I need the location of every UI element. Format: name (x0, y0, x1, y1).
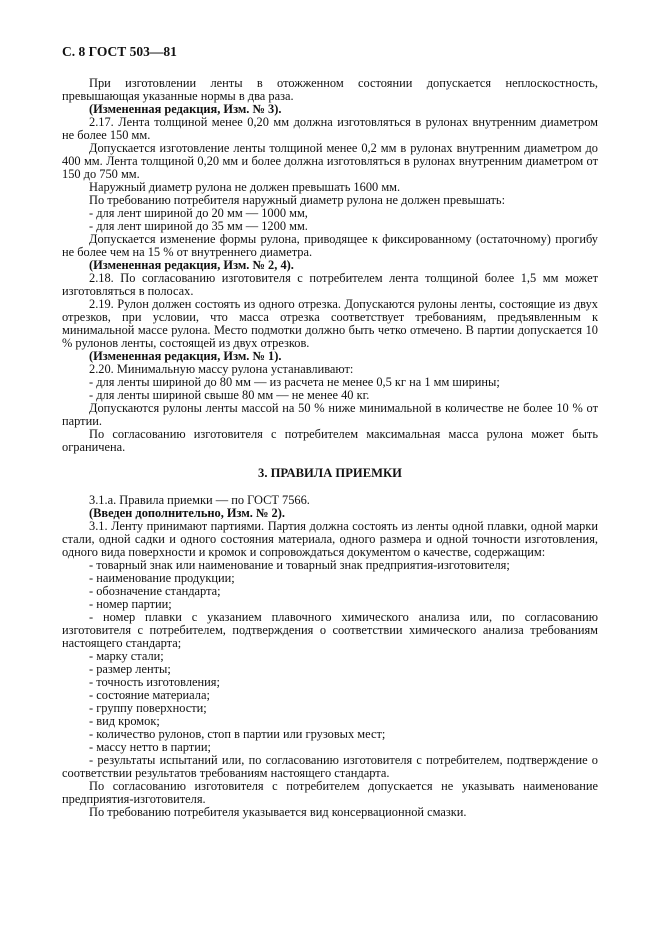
paragraph: По требованию потребителя наружный диаметр рулона не должен превышать: (89, 193, 506, 207)
paragraph: Допускается изменение формы рулона, приводящее к фиксированному (остаточному) прогибу не более чем на 15 % от внутреннего диаметра. (62, 232, 598, 259)
paragraph: По согласованию изготовителя с потребителем максимальная масса рулона может быть ограничена. (62, 427, 598, 454)
paragraph: Допускается изготовление ленты толщиной менее 0,2 мм в рулонах внутренним диаметром до 400 мм. Лента толщиной 0,20 мм и более должна изготовляться в рулонах внутренним диаметром от 150 до 750 мм. (62, 141, 598, 181)
list-item: - номер партии; (89, 597, 172, 611)
clause-2-19: 2.19. Рулон должен состоять из одного отрезка. Допускаются рулоны ленты, состоящие из двух отрезков, при условии, что масса отрезка соответствует требованиям, предъявленным к минимальной массе рулона. Место подмотки должно быть четко отмечено. В партии допускается 10 % рулонов ленты, состоящей из двух отрезков. (62, 297, 598, 350)
amendment-note: (Измененная редакция, Изм. № 2, 4). (89, 258, 294, 272)
list-item: - точность изготовления; (89, 675, 220, 689)
section-2-continued (62, 77, 598, 454)
clause-2-17: 2.17. Лента толщиной менее 0,20 мм должна изготовляться в рулонах внутренним диаметром не более 150 мм. (62, 115, 598, 142)
section-title: 3. ПРАВИЛА ПРИЕМКИ (258, 466, 402, 480)
amendment-note: (Введен дополнительно, Изм. № 2). (89, 506, 285, 520)
section-3 (62, 494, 598, 819)
page-header: С. 8 ГОСТ 503—81 (62, 44, 177, 59)
list-item: - для лент шириной до 35 мм — 1200 мм. (89, 219, 308, 233)
list-item: - обозначение стандарта; (89, 584, 221, 598)
list-item: - результаты испытаний или, по согласованию изготовителя с потребителем, подтверждение о соответствии результатов требованиям настоящего стандарта. (62, 753, 598, 780)
paragraph: При изготовлении ленты в отожженном состоянии допускается неплоскостность, превышающая указанные нормы в два раза. (62, 76, 598, 103)
list-item: - группу поверхности; (89, 701, 207, 715)
list-item: - наименование продукции; (89, 571, 235, 585)
list-item: - товарный знак или наименование и товарный знак предприятия-изготовителя; (89, 558, 510, 572)
clause-3-1a: 3.1.а. Правила приемки — по ГОСТ 7566. (89, 493, 310, 507)
list-item: - номер плавки с указанием плавочного химического анализа или, по согласованию изготовителя с потребителем, подтверждения о соответствии химического анализа требованиям настоящего стандарта; (62, 610, 598, 650)
paragraph: Наружный диаметр рулона не должен превышать 1600 мм. (89, 180, 401, 194)
paragraph: По согласованию изготовителя с потребителем допускается не указывать наименование предприятия-изготовителя. (62, 779, 598, 806)
clause-3-1: 3.1. Ленту принимают партиями. Партия должна состоять из ленты одной плавки, одной марки стали, одной садки и одного состояния материала, одного размера и одной точности изготовления, одного вида поверхности и кромок и сопровождаться документом о качестве, содержащим: (62, 519, 598, 559)
amendment-note: (Измененная редакция, Изм. № 3). (89, 102, 282, 116)
clause-2-20: 2.20. Минимальную массу рулона устанавливают: (89, 362, 354, 376)
list-item: - для ленты шириной до 80 мм — из расчета не менее 0,5 кг на 1 мм ширины; (89, 375, 500, 389)
list-item: - вид кромок; (89, 714, 160, 728)
list-item: - для ленты шириной свыше 80 мм — не менее 40 кг. (89, 388, 370, 402)
clause-2-18: 2.18. По согласованию изготовителя с потребителем лента толщиной более 1,5 мм может изготовляться в полосах. (62, 271, 598, 298)
paragraph: По требованию потребителя указывается вид консервационной смазки. (89, 805, 467, 819)
list-item: - марку стали; (89, 649, 164, 663)
list-item: - состояние материала; (89, 688, 210, 702)
list-item: - массу нетто в партии; (89, 740, 211, 754)
list-item: - для лент шириной до 20 мм — 1000 мм, (89, 206, 308, 220)
amendment-note: (Измененная редакция, Изм. № 1). (89, 349, 282, 363)
list-item: - размер ленты; (89, 662, 171, 676)
list-item: - количество рулонов, стоп в партии или грузовых мест; (89, 727, 386, 741)
paragraph: Допускаются рулоны ленты массой на 50 % ниже минимальной в количестве не более 10 % от партии. (62, 401, 598, 428)
